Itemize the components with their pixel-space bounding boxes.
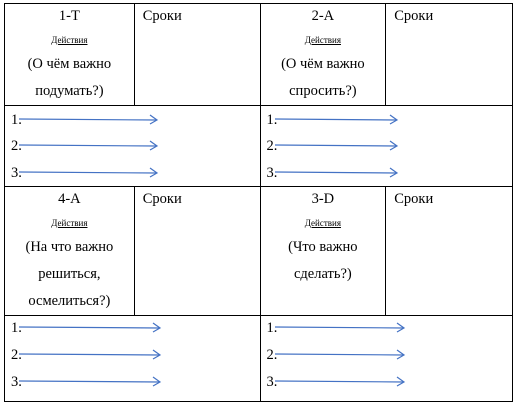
block-4-title: 3-D (311, 191, 335, 208)
block-2-action-list (260, 106, 513, 187)
block-4-item-2-arrow-icon (275, 349, 407, 361)
block-1-item-2-arrow-icon (19, 140, 159, 152)
block-2-list-item (267, 138, 417, 154)
block-1-deadline-label: Сроки (142, 8, 182, 24)
block-4-header-cell (260, 187, 386, 316)
block-3-action-list (5, 316, 261, 402)
block-4-list-item (267, 320, 417, 336)
block-3-item-2-arrow-icon (19, 349, 164, 361)
block-4-item-3-number: 3. (266, 374, 278, 391)
block-1-list-item (11, 138, 161, 154)
block-4-action-list (260, 316, 513, 402)
block-2-title: 2-A (311, 8, 335, 24)
block-2-deadline-header (386, 4, 513, 106)
block-2-item-1-number: 1. (266, 112, 278, 129)
block-3-title: 4-A (58, 191, 81, 208)
block-3-deadline-label: Сроки (142, 191, 182, 208)
block-4-item-3-arrow-icon (275, 376, 407, 388)
block-4-deadline-header (386, 187, 513, 316)
block-2-item-1-arrow-icon (275, 114, 400, 126)
block-3-item-1-arrow-icon (19, 322, 164, 334)
block-4-item-1-number: 1. (266, 320, 278, 337)
block-4-list-item (267, 374, 417, 390)
block-2-item-3-number: 3. (266, 165, 278, 182)
block-3-list-item (11, 374, 161, 390)
block-2-question-line-2: спросить?) (289, 83, 357, 100)
block-2-header-cell (260, 4, 386, 106)
block-2-item-2-arrow-icon (275, 140, 400, 152)
block-4-question-line-2: сделать?) (293, 266, 352, 283)
block-1-question-line-2: подумать?) (35, 83, 104, 100)
block-4-item-2-number: 2. (266, 347, 278, 364)
block-3-actions-label: Действия (51, 217, 88, 228)
block-1-deadline-header (134, 4, 260, 106)
action-plan-table (4, 3, 513, 402)
block-1-header-cell (5, 4, 135, 106)
block-3-deadline-header (134, 187, 260, 316)
block-1-item-1-number: 1. (11, 112, 22, 129)
block-2-actions-label: Действия (304, 34, 341, 45)
block-1-item-2-number: 2. (11, 138, 22, 155)
block-3-item-3-number: 3. (11, 374, 22, 391)
block-1-question-line-1: (О чём важно (27, 56, 112, 73)
block-3-header-cell (5, 187, 135, 316)
block-1-item-3-arrow-icon (19, 167, 159, 179)
block-2-item-3-arrow-icon (275, 167, 400, 179)
block-1-list-item (11, 165, 161, 181)
block-4-deadline-label: Сроки (394, 191, 434, 208)
block-4-question-line-1: (Что важно (288, 239, 358, 256)
block-3-list-item (11, 320, 161, 336)
block-2-question-line-1: (О чём важно (281, 56, 365, 73)
block-1-list-item (11, 112, 161, 128)
block-3-question-line-1: (На что важно (25, 239, 114, 256)
block-3-item-3-arrow-icon (19, 376, 164, 388)
block-2-list-item (267, 112, 417, 128)
block-1-item-3-number: 3. (11, 165, 22, 182)
block-3-list-item (11, 347, 161, 363)
block-1-item-1-arrow-icon (19, 114, 159, 126)
block-3-item-1-number: 1. (11, 320, 22, 337)
block-3-question-line-3: осмелиться?) (28, 293, 111, 310)
block-3-question-line-2: решиться, (38, 266, 101, 283)
block-4-item-1-arrow-icon (275, 322, 407, 334)
block-1-action-list (5, 106, 261, 187)
block-1-actions-label: Действия (51, 34, 88, 45)
block-1-title: 1-T (58, 8, 80, 24)
block-3-item-2-number: 2. (11, 347, 22, 364)
block-4-list-item (267, 347, 417, 363)
block-2-list-item (267, 165, 417, 181)
block-2-item-2-number: 2. (266, 138, 278, 155)
block-4-actions-label: Действия (304, 217, 341, 228)
block-2-deadline-label: Сроки (394, 8, 434, 24)
